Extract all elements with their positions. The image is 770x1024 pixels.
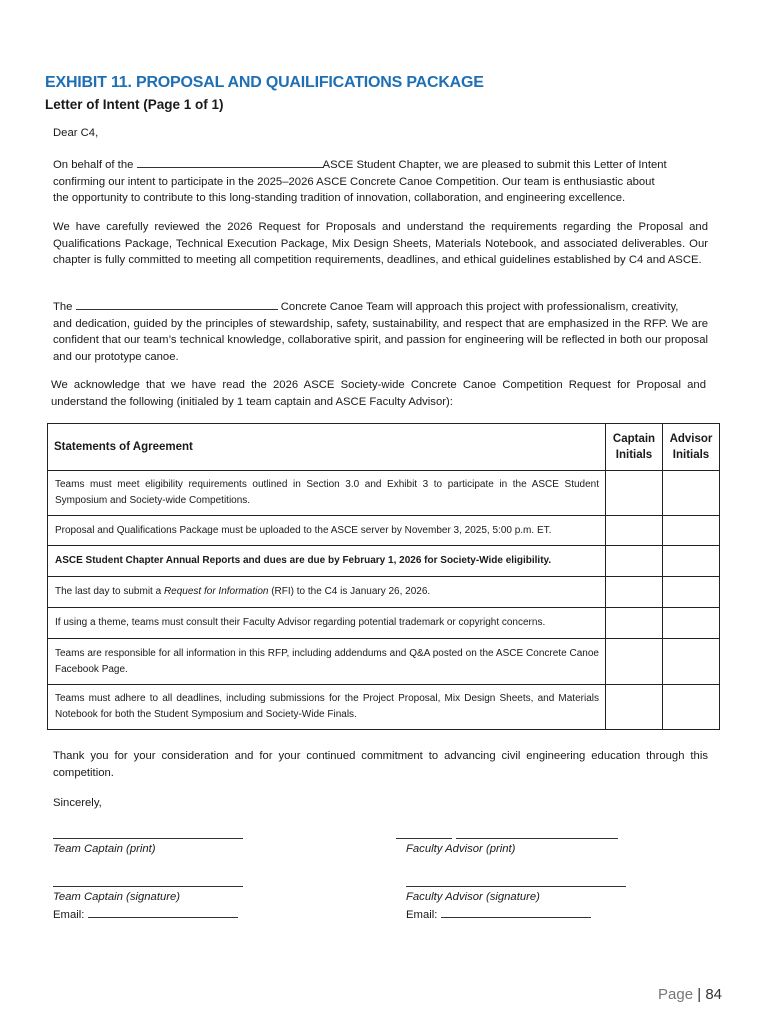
intro-suffix: ASCE Student Chapter, we are pleased to submit this Letter of Intent bbox=[322, 159, 667, 171]
captain-initials-cell[interactable] bbox=[606, 685, 663, 730]
advisor-signature-label: Faculty Advisor (signature) bbox=[406, 891, 540, 903]
captain-header-line-1: Captain bbox=[612, 433, 656, 445]
paragraph-intro-line-1 bbox=[53, 156, 708, 174]
statement-rfp-responsibility: Teams are responsible for all information in this RFP, including addendums and Q&A posted on the ASCE Concrete Canoe Facebook Page. bbox=[48, 639, 606, 685]
advisor-initials-cell[interactable] bbox=[663, 471, 720, 516]
closing-paragraph: Thank you for your consideration and for your continued commitment to advancing civil engineering education through this competition. bbox=[53, 750, 708, 779]
agreement-table bbox=[47, 423, 720, 730]
captain-initials-cell[interactable] bbox=[606, 516, 663, 546]
captain-header-line-2: Initials bbox=[615, 449, 653, 461]
advisor-email bbox=[406, 906, 591, 921]
table-row bbox=[48, 471, 720, 516]
agreement-table-header bbox=[48, 424, 720, 471]
page-number: 84 bbox=[705, 986, 722, 1003]
advisor-initials-cell[interactable] bbox=[663, 608, 720, 639]
table-row bbox=[48, 516, 720, 546]
letter-subtitle: Letter of Intent (Page 1 of 1) bbox=[45, 97, 224, 112]
header-captain-initials bbox=[606, 424, 663, 471]
captain-email bbox=[53, 906, 238, 921]
statement-rfi-deadline bbox=[48, 577, 606, 608]
captain-signature-label: Team Captain (signature) bbox=[53, 891, 181, 903]
paragraph-review: We have carefully reviewed the 2026 Request for Proposals and understand the requirements regarding the Proposal and Qualifications Package, Technical Execution Package, Mix Design Sheets, Materials Notebook, and associated deliverables. Our chapter is fully committed to meeting all competition requirements, deadlines, and ethical guidelines established by C4 and ASCE. bbox=[53, 221, 708, 266]
paragraph-intro bbox=[53, 156, 708, 207]
captain-initials-cell[interactable] bbox=[606, 639, 663, 685]
page-label: Page bbox=[658, 986, 694, 1003]
advisor-email-label: Email: bbox=[406, 909, 438, 921]
header-advisor-initials bbox=[663, 424, 720, 471]
paragraph-intro-line-2: confirming our intent to participate in the 2025–2026 ASCE Concrete Canoe Competition. Our team is enthusiastic about bbox=[53, 175, 655, 188]
paragraph-approach bbox=[53, 298, 708, 365]
paragraph-intro-line-3: the opportunity to contribute to this long-standing tradition of innovation, collaboration, and engineering excellence. bbox=[53, 192, 626, 204]
statement-annual-reports: ASCE Student Chapter Annual Reports and dues are due by February 1, 2026 for Society-Wide eligibility. bbox=[48, 546, 606, 577]
captain-initials-cell[interactable] bbox=[606, 608, 663, 639]
advisor-header-line-2: Initials bbox=[672, 449, 710, 461]
paragraph-acknowledge: We acknowledge that we have read the 2026 ASCE Society-wide Concrete Canoe Competition Request for Proposal and understand the following (initialed by 1 team captain and ASCE Faculty Advisor): bbox=[51, 379, 706, 408]
advisor-header-line-1: Advisor bbox=[669, 433, 713, 445]
advisor-email-field[interactable] bbox=[441, 906, 591, 918]
table-row bbox=[48, 639, 720, 685]
table-row bbox=[48, 685, 720, 730]
approach-rest: and dedication, guided by the principles of stewardship, safety, sustainability, and respect that are emphasized in the RFP. We are confident that our team’s technical knowledge, collaborative spirit, and passion for engineering will be reflected in both our proposal and our prototype canoe. bbox=[53, 317, 708, 363]
rfi-text-pre: The last day to submit a bbox=[55, 586, 164, 597]
paragraph-approach-line-1 bbox=[53, 298, 708, 316]
advisor-signature-line[interactable] bbox=[406, 886, 626, 887]
exhibit-title: EXHIBIT 11. PROPOSAL AND QUAILIFICATIONS PACKAGE bbox=[45, 74, 484, 91]
rfi-text-post: (RFI) to the C4 is January 26, 2026. bbox=[268, 586, 431, 597]
table-row bbox=[48, 546, 720, 577]
statement-theme: If using a theme, teams must consult their Faculty Advisor regarding potential trademark or copyright concerns. bbox=[48, 608, 606, 639]
advisor-print-label: Faculty Advisor (print) bbox=[406, 843, 516, 855]
table-row bbox=[48, 577, 720, 608]
advisor-initials-cell[interactable] bbox=[663, 685, 720, 730]
intro-prefix: On behalf of the bbox=[53, 159, 134, 171]
approach-prefix: The bbox=[53, 301, 73, 313]
header-statements: Statements of Agreement bbox=[48, 424, 606, 471]
advisor-initials-cell[interactable] bbox=[663, 577, 720, 608]
advisor-print-line-b[interactable] bbox=[456, 838, 618, 839]
advisor-print-line-a[interactable] bbox=[396, 838, 452, 839]
signoff: Sincerely, bbox=[53, 797, 102, 809]
statement-deadlines: Teams must adhere to all deadlines, including submissions for the Project Proposal, Mix Design Sheets, and Materials Notebook for both the Student Symposium and Society-Wide Finals. bbox=[48, 685, 606, 730]
page-separator: | bbox=[697, 986, 702, 1003]
captain-print-line[interactable] bbox=[53, 838, 243, 839]
page-footer bbox=[658, 986, 722, 1003]
captain-signature-line[interactable] bbox=[53, 886, 243, 887]
advisor-initials-cell[interactable] bbox=[663, 546, 720, 577]
captain-email-field[interactable] bbox=[88, 906, 238, 918]
advisor-initials-cell[interactable] bbox=[663, 639, 720, 685]
table-row bbox=[48, 608, 720, 639]
rfi-text-italic: Request for Information bbox=[163, 586, 269, 597]
advisor-initials-cell[interactable] bbox=[663, 516, 720, 546]
captain-initials-cell[interactable] bbox=[606, 577, 663, 608]
captain-print-label: Team Captain (print) bbox=[53, 843, 156, 855]
approach-suffix: Concrete Canoe Team will approach this project with professionalism, creativity, bbox=[280, 301, 679, 313]
statement-eligibility: Teams must meet eligibility requirements outlined in Section 3.0 and Exhibit 3 to participate in the ASCE Student Symposium and Society-wide Competitions. bbox=[48, 471, 606, 516]
chapter-name-blank[interactable] bbox=[137, 156, 323, 168]
captain-initials-cell[interactable] bbox=[606, 546, 663, 577]
captain-email-label: Email: bbox=[53, 909, 85, 921]
team-name-blank[interactable] bbox=[76, 298, 278, 310]
captain-initials-cell[interactable] bbox=[606, 471, 663, 516]
salutation: Dear C4, bbox=[53, 127, 99, 139]
statement-upload-deadline: Proposal and Qualifications Package must be uploaded to the ASCE server by November 3, 2025, 5:00 p.m. ET. bbox=[48, 516, 606, 546]
